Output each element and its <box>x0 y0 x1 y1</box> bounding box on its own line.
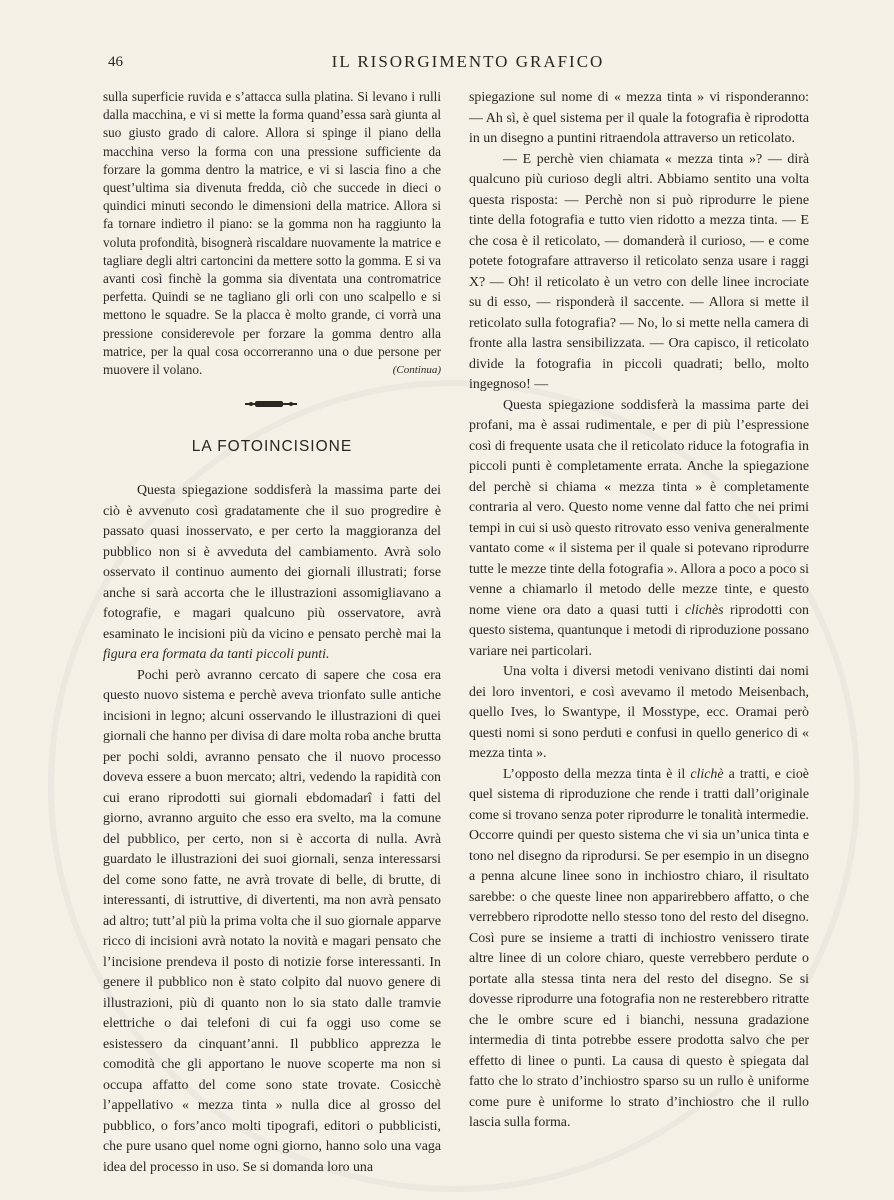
article-paragraph-1 <box>103 481 441 666</box>
article-paragraph-2: Pochi però avranno cercato di sapere che cosa era questo nuovo sistema e perchè aveva trionfato sulle antiche incisioni in legno; alcuni osservando le illustrazioni di quei giornali che hanno per divisa di dare molta roba anche brutta per pochi soldi, avranno pensato che il nuovo processo doveva essere a buon mercato; altri, vedendo la rapidità con cui erano riprodotti sui giornali ebdomadarî i fatti del giorno, avranno arguito che esso era svelto, ma la comune del pubblico, per certo, non si è accorta di nulla. Avrà guardato le illustrazioni dei suoi giornali, senza interessarsi del come sono fatte, ne avrà trovate di belle, di brutte, di interessanti, di istruttive, di divertenti, ma non avrà pensato ad altro; tutt’al più la prima volta che il suo giornale apparve ricco di incisioni avrà notato la novità e magari pensato che l’incisione prendeva il posto di notizie forse interessanti. In genere il pubblico non è stato colpito dal nuovo genere di illustrazioni, più di quanto non lo sia stato dalle tramvie elettriche o dai telefoni di cui fa oggi uso come se esistessero da cinquant’anni. Il pubblico apprezza le comodità che gli apportano le nuove scoperte ma non si occupa affatto del come sono state trovate. Cosicchè l’appellativo « mezza tinta » nulla dice al grosso del pubblico, o fors’anco molti tipografi, editori o pubblicisti, che pure usano quel nome ogni giorno, hanno solo una vaga idea del processo in uso. Se si domanda loro una <box>103 667 441 1175</box>
paragraph-text: Questa spiegazione soddisferà la massima parte dei profani, ma è assai rudimentale, e per di più l’espressione così di frequente usata che il reticolato riduce la fotografia in piccoli punti è completamente errata. Anche la spiegazione del perchè si chiama « mezza tinta » è completamente contraria al vero. Questo nome venne dal fatto che nei primi tempi in cui si usò questo ritrovato esso veniva generalmente vantato come « il sistema per il quale si potevano riprodurre tutte le mezze tinte della fotografia ». Allora a poco a poco si venne a chiamarlo il metodo delle mezze tinte, e questo nome viene ora dato a quasi tutti i <box>469 397 809 618</box>
page-header <box>108 50 788 80</box>
paragraph-text: L’opposto della mezza tinta è il <box>503 766 686 782</box>
italic-phrase: figura era formata da tanti piccoli punti. <box>103 647 330 663</box>
right-paragraph-2: — E perchè vien chiamata « mezza tinta »? — dirà qualcuno più curioso degli altri. Abbiamo sentito una volta questa risposta: — Perchè non si può riprodurre le piene tinte della fotografia e tutto vien ridotto a mezza tinta. — E che cosa è il reticolato, — domanderà il curioso, — e come potete fotografare attraverso il reticolato senza usare i raggi X? — Oh! il reticolato è un vetro con delle linee incrociate su di esso, — risponderà il saccente. — Allora si mette il reticolato sulla fotografia? — No, lo si mette nella camera di fronte alla lastra sensibilizzata. — Ora capisco, il reticolato divide la fotografia in piccoli quadrati; bello, molto ingegnoso! — <box>469 151 809 392</box>
right-paragraph-1: spiegazione sul nome di « mezza tinta » vi risponderanno: — Ah sì, è quel sistema per il quale la fotografia è riprodotta in un disegno a puntini ritraendola attraverso un reticolato. <box>469 90 809 146</box>
right-column <box>469 88 809 1134</box>
right-paragraph-3 <box>469 396 809 663</box>
continua-note: (Continua) <box>392 364 441 377</box>
article-title: LA FOTOINCISIONE <box>191 438 353 456</box>
paragraph-text: riprodotti con questo sistema, quantunque i metodi di riproduzione possano variare nei particolari. <box>469 602 809 659</box>
italic-word: clichè <box>690 766 724 782</box>
pen-ornament-icon <box>245 399 297 409</box>
ornament <box>103 391 441 421</box>
right-paragraph-4: Una volta i diversi metodi venivano distinti dai nomi dei loro inventori, e così avevamo il metodo Meisenbach, quello Ives, lo Swantype, il Mosstype, ecc. Oramai però questi nomi si sono perduti e confusi in quello generico di « mezza tinta ». <box>469 664 809 761</box>
right-paragraph-5 <box>469 765 809 1134</box>
italic-word: clichès <box>684 602 724 618</box>
running-title: IL RISORGIMENTO GRAFICO <box>331 52 605 71</box>
continued-text: sulla superficie ruvida e s’attacca sulla platina. Si levano i rulli dalla macchina, e vi si mette la forma quand’essa sarà giunta al suo giusto grado di calore. Allora si spinge il piano della macchina verso la forma con una pressione sufficiente da forzare la gomma dentro la matrice, e vi si lascia fino a che quest’ultima sia divenuta fredda, ciò che succede in dieci o quindici minuti secondo le dimensioni della matrice. Allora si fa tornare indietro il piano: se la gomma non ha raggiunto la voluta profondità, bisognerà riscaldare nuovamente la matrice e tagliare degli altri cartoncini da mettere sotto la gomma. E si va avanti così finchè la gomma sia diventata una contromatrice perfetta. Quindi se ne tagliano gli orli con uno scalpello e si mettono le squadre. Se la placca è molto grande, ci vorrà una pressione considerevole per forzare la gomma dentro alla matrice, per la qual cosa occorreranno una o due persone per muovere il volano. <box>103 89 441 378</box>
paragraph-text: a tratti, e cioè quel sistema di riproduzione che rende i tratti dall’originale come si trovano senza poter riprodurre le tonalità intermedie. Occorre quindi per questo sistema che vi sia un’unica tinta e tono nel disegno da riprodursi. Se per esempio in un disegno a penna alcune linee sono in inchiostro chiaro, il risultato sarebbe: o che queste linee non apparirebbero affatto, o che verrebbero riprodotte nello stesso tono del resto del disegno. Così pure se insieme a tratti di inchiostro venissero tirate altre linee di un colore chiaro, queste verrebbero perdute o portate alla stessa tinta nera del resto del disegno. Se si dovesse riprodurre una fotografia non ne resterebbero ritratte che le ombre scure ed i bianchi, nessuna gradazione intermedia di tinta potrebbe essere prodotta salvo che per effetto di linee o punti. La causa di questo è spiegata dal fatto che lo strato d’inchiostro sparso su un rullo è uniforme come pure è uniforme lo strato d’inchiostro che il rullo lascia sulla forma. <box>469 766 809 1130</box>
paragraph-text: Questa spiegazione soddisferà la massima parte dei ciò è avvenuto così gradatamente che il suo progredire è passato quasi inosservato, e per certo la maggioranza del pubblico non si è avveduta del cambiamento. Avrà solo osservato il continuo aumento dei giornali illustrati; forse anche si sarà accorta che le illustrazioni assomigliavano a fotografie, e magari qualcuno più osservatore, avrà esaminato le incisioni più da vicino e pensato perchè mai la <box>103 483 441 642</box>
continued-paragraph <box>103 88 441 379</box>
page-number: 46 <box>108 54 123 70</box>
left-column <box>103 88 441 1178</box>
